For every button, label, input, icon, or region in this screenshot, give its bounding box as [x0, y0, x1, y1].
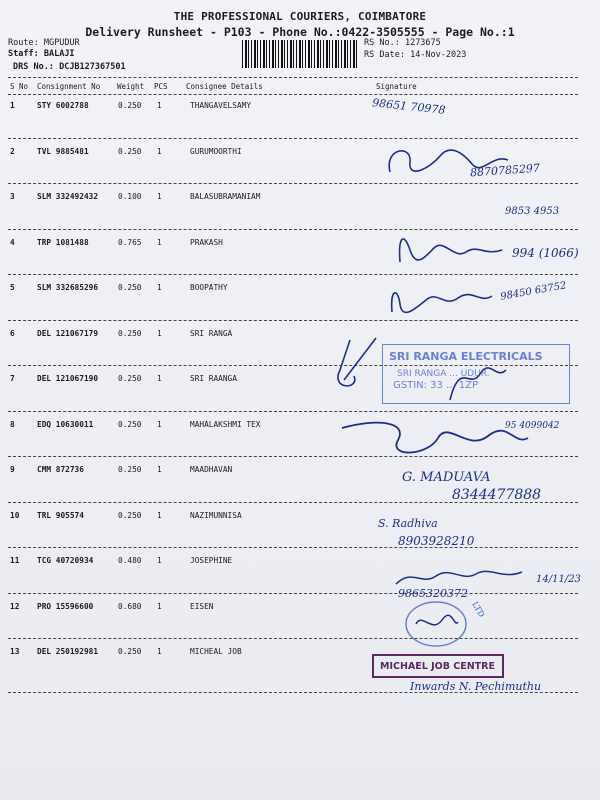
cell-sno: 13 — [10, 647, 20, 656]
cell-pcs: 1 — [157, 601, 162, 611]
cell-pcs: 1 — [157, 556, 162, 565]
staff-line — [8, 49, 75, 59]
row-divider — [8, 320, 578, 321]
cell-weight: 0.250 — [118, 510, 142, 520]
cell-pcs: 1 — [157, 465, 162, 474]
col-signature: Signature — [376, 82, 417, 91]
cell-weight: 0.250 — [118, 328, 142, 338]
cell-pcs: 1 — [157, 101, 162, 110]
cell-pcs: 1 — [157, 237, 162, 247]
cell-consignment: SLM 332492432 — [37, 192, 99, 201]
cell-weight: 0.250 — [118, 419, 142, 429]
staff-label: Staff: — [8, 49, 39, 59]
round-stamp — [402, 598, 472, 650]
col-consignee: Consignee Details — [186, 82, 263, 91]
cell-consignee: MAADHAVAN — [190, 465, 233, 474]
signature-1: 98651 70978 — [371, 96, 446, 117]
cell-consignment: PRO 15596600 — [37, 601, 94, 611]
company-title: THE PROFESSIONAL COURIERS, COIMBATORE — [173, 10, 427, 23]
cell-consignment: STY 6002788 — [37, 101, 89, 110]
cell-sno: 12 — [10, 601, 20, 611]
cell-weight: 0.250 — [118, 465, 142, 474]
col-consignment: Consignment No — [37, 82, 101, 91]
col-pcs: PCS — [154, 82, 168, 91]
cell-consignment: SLM 332685296 — [37, 283, 99, 292]
cell-pcs: 1 — [157, 374, 162, 383]
cell-weight: 0.250 — [118, 374, 142, 383]
signature-5-scribble — [388, 284, 518, 318]
signature-10-name: S. Radhiva — [378, 517, 438, 530]
drs-line — [13, 62, 126, 72]
cell-consignment: TVL 9885481 — [37, 146, 89, 156]
row-divider — [8, 138, 578, 139]
cell-consignment: TCG 40720934 — [37, 556, 94, 565]
header-rule-bottom — [8, 94, 578, 95]
cell-consignee: PRAKASH — [190, 237, 223, 247]
col-weight: Weight — [117, 82, 145, 91]
rs-date-value: 14-Nov-2023 — [410, 50, 467, 60]
cell-consignment: EDQ 10630011 — [37, 419, 94, 429]
cell-sno: 4 — [10, 237, 15, 247]
cell-pcs: 1 — [157, 419, 162, 429]
cell-sno: 10 — [10, 510, 20, 520]
cell-weight: 0.480 — [118, 556, 142, 565]
cell-pcs: 1 — [157, 647, 162, 656]
cell-pcs: 1 — [157, 192, 162, 201]
signature-6-7-scribble — [320, 330, 520, 410]
cell-consignee: MICHEAL JOB — [190, 647, 242, 656]
cell-consignee: BOOPATHY — [190, 283, 228, 292]
cell-sno: 7 — [10, 374, 15, 383]
cell-consignment: TRL 905574 — [37, 510, 84, 520]
signature-4: 994 (1066) — [512, 246, 579, 260]
route-line — [8, 38, 80, 48]
rs-date-line — [364, 50, 466, 60]
signature-10-phone: 8903928210 — [398, 534, 475, 548]
cell-pcs: 1 — [157, 328, 162, 338]
cell-consignment: DEL 121067190 — [37, 374, 99, 383]
route-value: MGPUDUR — [43, 38, 80, 48]
cell-weight: 0.250 — [118, 101, 142, 110]
rs-date-label: RS Date: — [364, 50, 405, 60]
michael-job-stamp — [372, 654, 504, 678]
cell-pcs: 1 — [157, 283, 162, 292]
michael-stamp-text: MICHAEL JOB CENTRE — [380, 661, 495, 672]
rs-no-line — [364, 38, 441, 48]
cell-weight: 0.100 — [118, 192, 142, 201]
cell-sno: 1 — [10, 101, 15, 110]
cell-pcs: 1 — [157, 146, 162, 156]
cell-sno: 8 — [10, 419, 15, 429]
cell-consignee: GURUMOORTHI — [190, 146, 242, 156]
cell-consignee: JOSEPHINE — [190, 556, 233, 565]
cell-sno: 3 — [10, 192, 15, 201]
signature-11-date: 14/11/23 — [536, 574, 581, 585]
cell-sno: 11 — [10, 556, 20, 565]
col-sno: S No — [10, 82, 29, 91]
signature-8: 95 4099042 — [505, 421, 560, 431]
round-stamp-text: LTD — [470, 600, 487, 619]
signature-3: 9853 4953 — [505, 206, 560, 217]
stamp-gstin: GSTIN: 33 ... 1ZP — [393, 380, 479, 391]
cell-weight: 0.250 — [118, 647, 142, 656]
signature-9-name: G. MADUAVA — [402, 470, 491, 485]
runsheet-subtitle: Delivery Runsheet - P103 - Phone No.:0422-3505555 - Page No.:1 — [85, 25, 515, 39]
route-label: Route: — [8, 38, 39, 48]
cell-weight: 0.680 — [118, 601, 142, 611]
cell-pcs: 1 — [157, 510, 162, 520]
drs-value: DCJB127367501 — [59, 62, 126, 72]
row-divider — [8, 638, 578, 639]
cell-weight: 0.765 — [118, 237, 142, 247]
signature-5: 98450 63752 — [499, 280, 568, 303]
row-divider — [8, 183, 578, 184]
row-divider — [8, 547, 578, 548]
cell-consignee: NAZIMUNNISA — [190, 510, 242, 520]
signature-9-phone: 8344477888 — [452, 487, 542, 503]
cell-sno: 2 — [10, 146, 15, 156]
cell-consignment: TRP 1081488 — [37, 237, 89, 247]
cell-sno: 5 — [10, 283, 15, 292]
row-divider — [8, 411, 578, 412]
cell-consignment: DEL 121067179 — [37, 328, 99, 338]
header-rule-top — [8, 77, 578, 78]
stamp-line2: SRI RANGA ... UDUR. — [397, 369, 490, 379]
signature-2: 8870785297 — [469, 161, 541, 180]
cell-consignee: BALASUBRAMANIAM — [190, 192, 261, 201]
signature-11-phone: 9865320372 — [398, 587, 468, 600]
cell-consignee: THANGAVELSAMY — [190, 101, 252, 110]
cell-consignee: SRI RAANGA — [190, 374, 237, 383]
cell-consignment: DEL 250192981 — [37, 647, 99, 656]
cell-consignment: CMM 872736 — [37, 465, 84, 474]
row-divider — [8, 274, 578, 275]
row-divider — [8, 593, 578, 594]
cell-weight: 0.250 — [118, 283, 142, 292]
rs-no-value: 1273675 — [404, 38, 441, 48]
cell-consignee: MAHALAKSHMI TEX — [190, 419, 261, 429]
cell-consignee: SRI RANGA — [190, 328, 233, 338]
cell-sno: 6 — [10, 328, 15, 338]
barcode — [242, 40, 357, 68]
cell-weight: 0.250 — [118, 146, 142, 156]
rs-no-label: RS No.: — [364, 38, 400, 48]
stamp-title: SRI RANGA ELECTRICALS — [389, 350, 543, 363]
cell-sno: 9 — [10, 465, 15, 474]
signature-13: Inwards N. Pechimuthu — [410, 680, 542, 693]
staff-value: BALAJI — [43, 49, 75, 59]
drs-label: DRS No.: — [13, 62, 54, 72]
table-rule-bottom — [8, 692, 578, 693]
cell-consignee: EISEN — [190, 601, 214, 611]
